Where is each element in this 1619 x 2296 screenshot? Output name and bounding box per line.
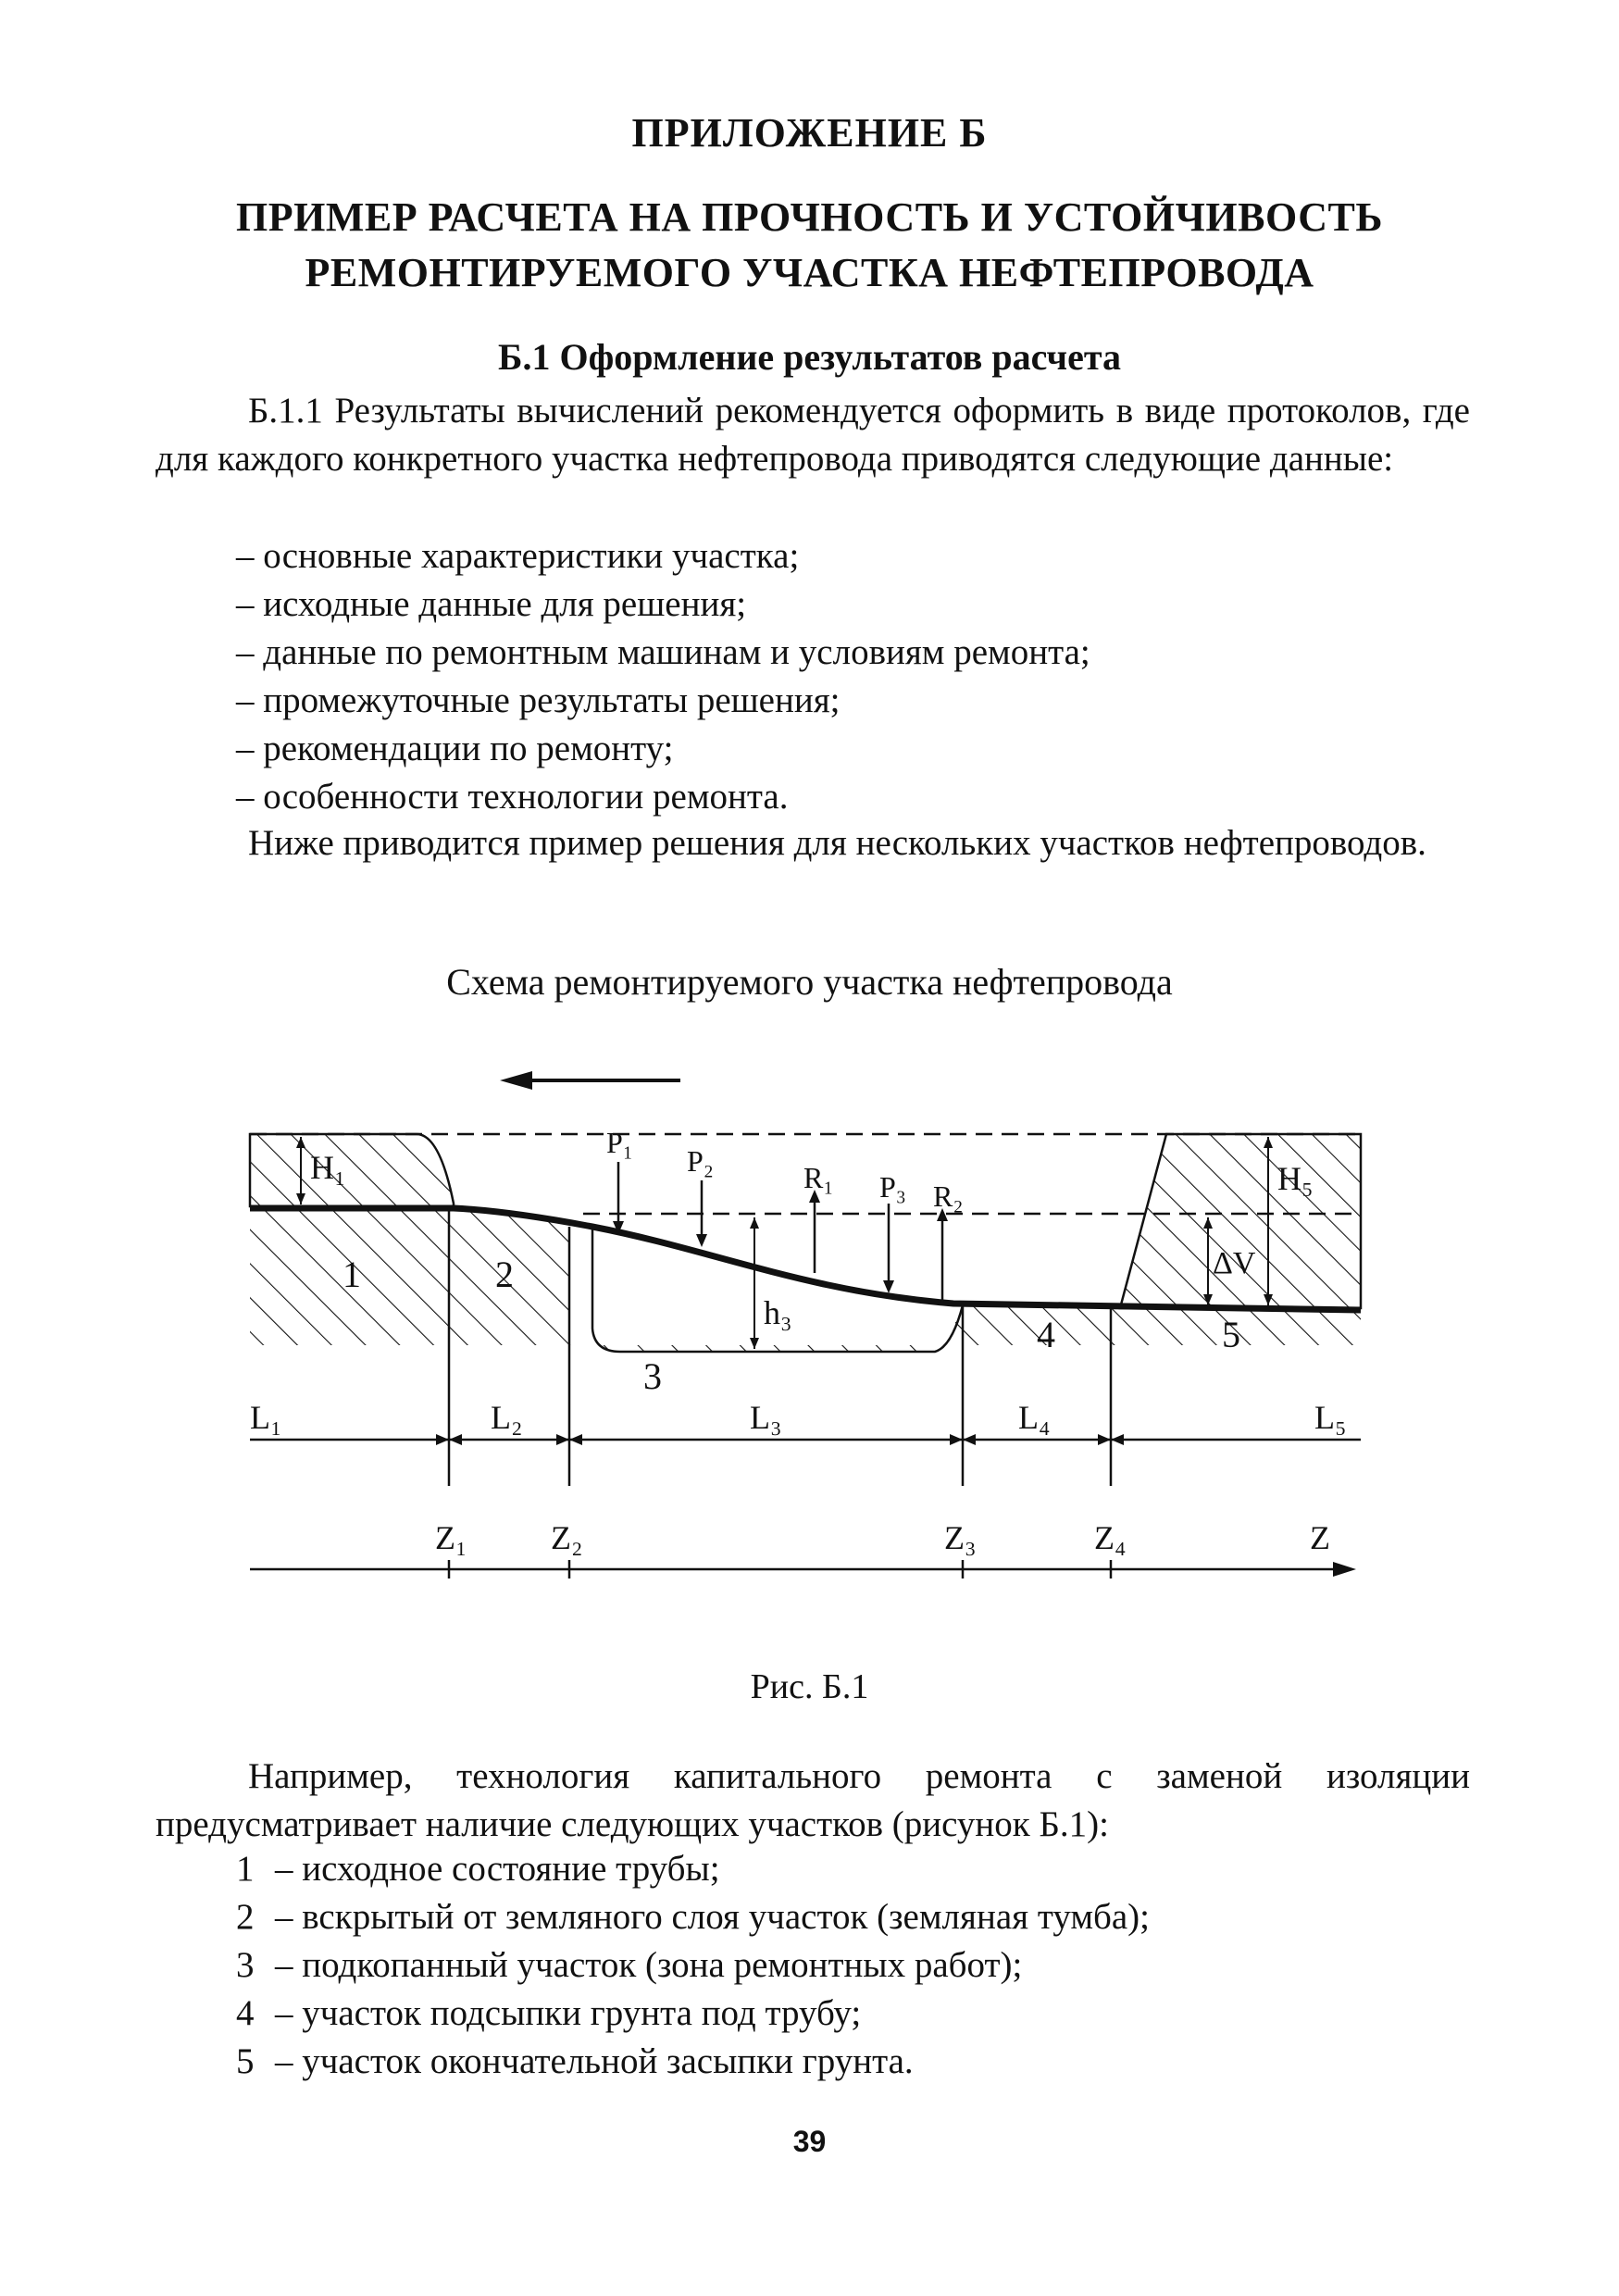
label-H1: H₁	[310, 1149, 346, 1186]
list-item: 2 – вскрытый от земляного слоя участок (земляная тумба);	[236, 1897, 1150, 1937]
pipeline-diagram	[231, 1042, 1389, 1597]
paragraph-technology: Например, технология капитального ремонта с заменой изоляции предусматривает наличие следующих участков (рисунок Б.1):	[156, 1756, 1470, 1844]
soil-zone-1-top	[250, 1134, 454, 1208]
numbered-list	[236, 1845, 1150, 2086]
label-H5: H₅	[1277, 1160, 1314, 1197]
title-line-1: ПРИМЕР РАСЧЕТА НА ПРОЧНОСТЬ И УСТОЙЧИВОСТЬ	[236, 194, 1383, 240]
list-item: 4 – участок подсыпки грунта под трубу;	[236, 1993, 862, 2033]
label-R1: R₁	[803, 1161, 834, 1194]
page-number: 39	[792, 2125, 827, 2158]
title-line-2: РЕМОНТИРУЕМОГО УЧАСТКА НЕФТЕПРОВОДА	[305, 250, 1314, 295]
reaction-R2	[937, 1208, 948, 1303]
label-deltaV: ΔV	[1213, 1246, 1256, 1280]
section-heading: Б.1 Оформление результатов расчета	[498, 336, 1121, 378]
label-Z2: Z₂	[551, 1519, 583, 1556]
label-h3: h₃	[764, 1294, 792, 1331]
zone-label-5: 5	[1222, 1314, 1240, 1355]
reaction-R1	[809, 1190, 820, 1273]
label-Z4: Z₄	[1094, 1519, 1127, 1556]
excavation-outline	[592, 1227, 963, 1352]
bullet-list	[236, 532, 1090, 821]
zone-label-1: 1	[342, 1254, 361, 1295]
zone-label-4: 4	[1037, 1314, 1055, 1355]
list-item: – особенности технологии ремонта.	[236, 777, 789, 817]
label-L4: L₄	[1018, 1399, 1051, 1436]
zone-label-3: 3	[643, 1355, 662, 1397]
label-L5: L₅	[1314, 1399, 1347, 1436]
list-item: 1 – исходное состояние трубы;	[236, 1849, 720, 1889]
label-L2: L₂	[491, 1399, 523, 1436]
label-P2: P₂	[687, 1144, 714, 1178]
list-item: – рекомендации по ремонту;	[236, 729, 674, 768]
load-P1	[613, 1162, 624, 1234]
paragraph-results: Б.1.1 Результаты вычислений рекомендуется оформить в виде протоколов, где для каждого конкретного участка нефтепровода приводятся следующие данные:	[156, 391, 1470, 479]
label-L1: L₁	[250, 1399, 282, 1436]
figure-caption: Рис. Б.1	[750, 1667, 869, 1706]
dimension-h3	[750, 1217, 759, 1349]
list-item: 3 – подкопанный участок (зона ремонтных работ);	[236, 1945, 1023, 1985]
list-item: – исходные данные для решения;	[236, 584, 747, 624]
load-P3	[883, 1204, 894, 1293]
label-Z: Z	[1310, 1519, 1330, 1556]
soil-zone-1-2-body	[250, 1210, 569, 1345]
page-title	[0, 190, 1619, 301]
label-P3: P₃	[879, 1170, 906, 1204]
label-Z3: Z₃	[944, 1519, 977, 1556]
label-R2: R₂	[933, 1179, 964, 1213]
label-L3: L₃	[750, 1399, 782, 1436]
label-Z1: Z₁	[435, 1519, 467, 1556]
zone-label-2: 2	[495, 1254, 514, 1295]
list-item: 5 – участок окончательной засыпки грунта.	[236, 2041, 914, 2081]
soil-zone-5-mound	[1120, 1134, 1361, 1308]
list-item: – промежуточные результаты решения;	[236, 680, 841, 720]
paragraph-example: Ниже приводится пример решения для нескольких участков нефтепроводов.	[248, 823, 1426, 863]
list-item: – данные по ремонтным машинам и условиям ремонта;	[236, 632, 1090, 672]
list-item: – основные характеристики участка;	[236, 536, 800, 576]
direction-arrow	[500, 1071, 680, 1090]
figure-title: Схема ремонтируемого участка нефтепровода	[446, 961, 1173, 1003]
label-P1: P₁	[606, 1126, 633, 1159]
z-axis-arrow	[1333, 1562, 1356, 1577]
appendix-title: ПРИЛОЖЕНИЕ Б	[631, 110, 988, 156]
